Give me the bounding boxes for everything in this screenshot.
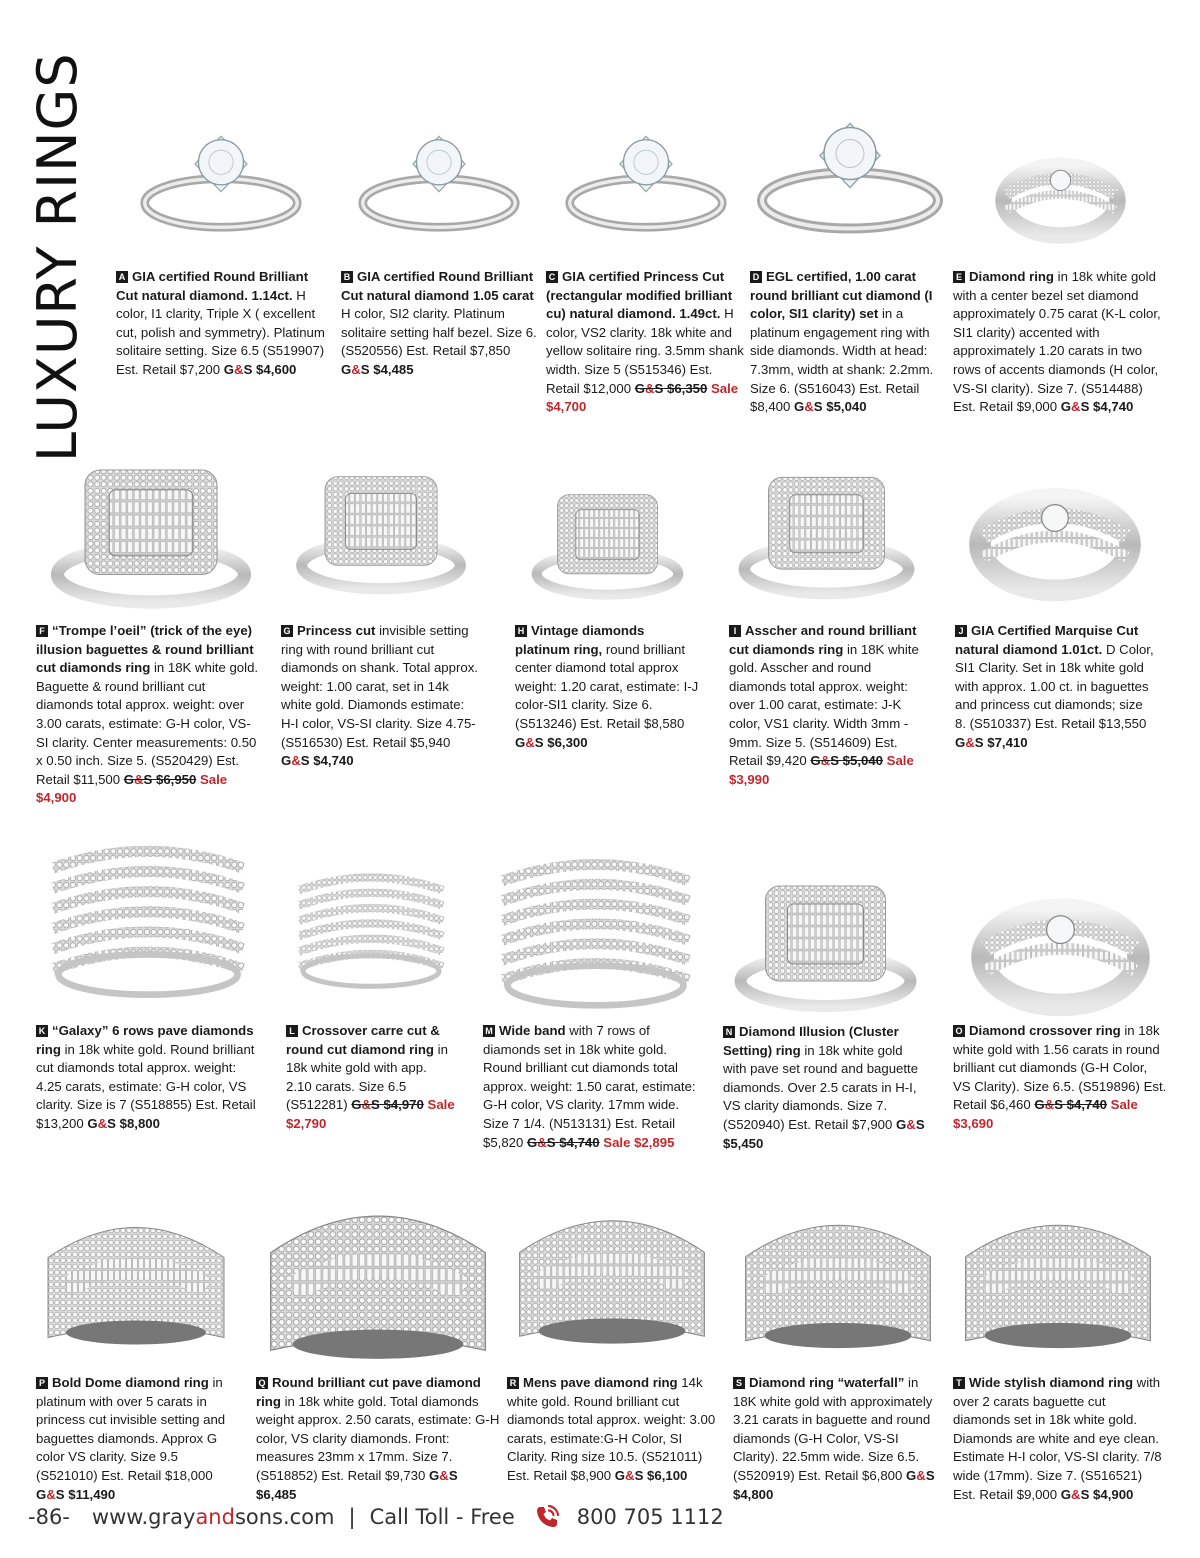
ring-image [281, 458, 481, 598]
ring-image [36, 1180, 236, 1365]
product-letter-badge: N [723, 1026, 735, 1038]
gs-label: G&S [906, 1467, 935, 1483]
ring-image [483, 848, 708, 1013]
product-letter-badge: Q [256, 1377, 268, 1389]
price: G&S $5,450 [723, 1116, 925, 1151]
website-link[interactable]: www.grayandsons.com [91, 1505, 335, 1529]
phone-number[interactable]: 800 705 1112 [576, 1505, 724, 1529]
product-details: in 18k white gold. Total diamonds weight approx. 2.50 carats, estimate: G-H color, VS clarity diamonds. Front: measures 23mm x 17mm. Size 7. (S518852) Est. Retail $9,730 [256, 1393, 500, 1483]
product-title: Bold Dome diamond ring [52, 1375, 209, 1390]
product-details: in a platinum engagement ring with side diamonds. Width at head: 7.3mm, width at shank: 2.2mm. Size 6. (S516043) Est. Retail $8,400 [750, 306, 934, 415]
gs-label: G&S [223, 361, 253, 377]
product-description [507, 1374, 717, 1486]
page-number: -86- [28, 1505, 70, 1529]
ring-image [116, 112, 326, 242]
gs-label: G&S [36, 1486, 65, 1502]
old-price: G&S $6,350 [634, 380, 708, 396]
gs-label: G&S [1060, 1486, 1090, 1502]
product-title: EGL certified, 1.00 carat round brilliant cut diamond (I color, SI1 clarity) set [750, 269, 933, 322]
price: G&S $6,100 [614, 1467, 688, 1483]
product-description [36, 1374, 236, 1504]
product-description [36, 1022, 260, 1134]
product-details: invisible setting ring with round brilliant cut diamonds on shank. Total approx. weight: 1.00 carat, set in 14k white gold. Diamonds estimate: H-I color, VS-SI clarity. Size 4.75- (S516530) Est. Retail $5,940 [281, 623, 478, 750]
sale-price: Sale $2,895 [603, 1134, 675, 1150]
product-letter-badge: T [953, 1377, 965, 1389]
price: G&S $5,040 [794, 399, 867, 415]
price: G&S $4,485 [341, 361, 414, 377]
product-description [341, 268, 537, 380]
gs-label: G&S [515, 734, 544, 750]
price: G&S $4,900 [1060, 1486, 1134, 1502]
product-description [256, 1374, 500, 1504]
gs-label: G&S [87, 1115, 116, 1131]
product-title: GIA certified Round Brilliant Cut natural diamond. 1.14ct. [116, 269, 309, 303]
price: G&S $6,485 [256, 1467, 458, 1502]
ring-image [256, 1176, 500, 1366]
product-description [723, 1023, 928, 1153]
ring-image [953, 150, 1168, 245]
product-title: Mens pave diamond ring [523, 1375, 678, 1390]
gs-label: G&S [794, 399, 823, 415]
product-details: D Color, SI1 Clarity. Set in 18k white gold with approx. 1.00 ct. in baguettes and princess cut diamonds; size 8. (S510337) Est. Retail $13,550 [955, 641, 1154, 731]
ring-image [733, 1180, 943, 1365]
product-letter-badge: E [953, 271, 965, 283]
gs-label: G&S [810, 753, 839, 769]
product-title: GIA certified Round Brilliant Cut natural diamond 1.05 carat [341, 269, 534, 303]
product-details: in 18k white gold with pave set round and baguette diamonds. Over 2.5 carats in H-I, VS clarity diamonds. Size 7. (S520940) Est. Retail $7,900 [723, 1042, 919, 1132]
ring-image [723, 866, 928, 1016]
product-title: Diamond crossover ring [969, 1023, 1121, 1038]
product-letter-badge: B [341, 271, 353, 283]
product-letter-badge: O [953, 1025, 965, 1037]
product-letter-badge: C [546, 271, 558, 283]
product-description [953, 268, 1168, 417]
ring-image [36, 826, 260, 1011]
product-details: in 18K white gold. Baguette & round brilliant cut diamonds total approx. weight: over 3.00 carats, estimate: G-H color, VS- SI clarity. Center measurements: 0.50 x 0.50 inch. Size 5. (S520429) Est. Retail $11,500 [36, 660, 259, 787]
gs-label: G&S [351, 1097, 380, 1113]
product-details: 14k white gold. Round brilliant cut diamonds total approx. weight: 3.00 carats, estimate:G-H Color, SI Clarity. Ring size 10.5. (S521011) Est. Retail $8,900 [507, 1375, 716, 1483]
product-title: Wide stylish diamond ring [969, 1375, 1134, 1390]
product-description [515, 622, 700, 752]
product-details: in 18k white gold. Round brilliant cut diamonds total approx. weight: 4.25 carats, estimate: G-H color, VS clarity. Size is 7 (S518855) Est. Retail $13,200 [36, 1041, 256, 1131]
product-description [733, 1374, 943, 1504]
product-description [953, 1022, 1168, 1134]
footer-separator: | [348, 1505, 356, 1529]
call-toll-free-label: Call Toll - Free [369, 1505, 515, 1529]
gs-label: G&S [1034, 1097, 1063, 1113]
product-details: in platinum with over 5 carats in princess cut invisible setting and baguettes diamonds. Approx G color VS clarity. Size 9.5 (S521010) Est. Retail $18,000 [36, 1375, 226, 1483]
gs-label: G&S [341, 361, 370, 377]
product-letter-badge: K [36, 1025, 48, 1037]
product-letter-badge: L [286, 1025, 298, 1037]
ring-image [750, 78, 950, 263]
product-description [281, 622, 481, 771]
gs-label: G&S [527, 1134, 556, 1150]
ring-image [955, 478, 1155, 603]
sale-price: Sale $4,700 [546, 380, 739, 415]
gs-label: G&S [614, 1467, 644, 1483]
product-title: “Galaxy” 6 rows pave diamonds ring [36, 1023, 254, 1057]
product-details: H color, SI2 clarity. Platinum solitaire setting half bezel. Size 6. (S520556) Est. Retail $7,850 [341, 306, 537, 359]
product-letter-badge: A [116, 271, 128, 283]
product-letter-badge: S [733, 1377, 745, 1389]
product-details: in 18K white gold. Asscher and round diamonds total approx. weight: over 1.00 carat, estimate: J-K color, VS1 clarity. Width 3mm - 9mm. Size 5. (S514609) Est. Retail $9,420 [729, 641, 919, 769]
old-price: G&S $4,970 [351, 1097, 424, 1113]
ring-image [286, 846, 456, 1011]
product-details: with 7 rows of diamonds set in 18k white gold. Round brilliant cut diamonds total approx. weight: 1.50 carat, estimate: G-H color, VS clarity. 17mm wide. Size 7 1/4. (N513131) Est. Retail $5,820 [483, 1023, 696, 1150]
gs-label: G&S [281, 753, 310, 769]
sale-price: Sale $3,990 [729, 753, 914, 787]
product-details: H color, I1 clarity, Triple X ( excellent cut, polish and symmetry). Platinum solitaire setting. Size 6.5 (S519907) Est. Retail $7,200 [116, 287, 325, 377]
price: G&S $6,300 [515, 734, 588, 750]
sale-price: Sale $3,690 [953, 1097, 1138, 1131]
product-letter-badge: D [750, 271, 762, 283]
product-details: with over 2 carats baguette cut diamonds set in 18k white gold. Diamonds are white and eye clean. Estimate H-I color, VS-SI clarity. 7/8 wide (17mm). Size 7. (S516521) Est. Retail $9,000 [953, 1375, 1162, 1502]
ring-image [953, 1180, 1163, 1365]
ring-image [341, 112, 537, 242]
product-title: Princess cut [297, 623, 376, 638]
old-price: G&S $5,040 [810, 753, 883, 769]
product-description [953, 1374, 1163, 1504]
product-letter-badge: M [483, 1025, 495, 1037]
product-description [36, 622, 266, 808]
ring-image [953, 888, 1168, 1018]
price: G&S $4,600 [223, 361, 297, 377]
product-details: round brilliant center diamond total approx weight: 1.20 carat, estimate: I-J color-SI1 clarity. Size 6. (S513246) Est. Retail $8,580 [515, 641, 699, 731]
product-details: in 18k white gold with a center bezel set diamond approximately 0.75 carat (K-L color, SI1 clarity) accented with approximately 1.20 carats in two rows of accents diamonds (H color, VS-SI clarity). Size 7. (S514488) Est. Retail $9,000 [953, 269, 1161, 415]
product-details: in 18k white gold with app. 2.10 carats. Size 6.5 (S512281) [286, 1041, 448, 1113]
product-description [750, 268, 950, 417]
product-title: GIA certified Princess Cut (rectangular modified brilliant cu) natural diamond. 1.49ct. [546, 269, 733, 322]
gs-label: G&S [955, 734, 984, 750]
gs-label: G&S [896, 1116, 925, 1132]
product-title: Round brilliant cut pave diamond ring [256, 1375, 481, 1409]
gs-label: G&S [429, 1467, 458, 1483]
product-letter-badge: P [36, 1377, 48, 1389]
product-title: Vintage diamonds platinum ring, [515, 623, 645, 657]
price: G&S $4,740 [281, 753, 354, 769]
footer [28, 1500, 1178, 1534]
ring-image [729, 458, 924, 603]
ring-image [507, 1168, 717, 1368]
product-letter-badge: H [515, 625, 527, 637]
product-title: Diamond ring [969, 269, 1054, 284]
price: G&S $4,740 [1060, 399, 1134, 415]
product-title: Diamond Illusion (Cluster Setting) ring [723, 1024, 899, 1058]
ring-image [546, 112, 746, 242]
product-title: Diamond ring “waterfall” [749, 1375, 905, 1390]
product-title: Crossover carre cut & round cut diamond ring [286, 1023, 440, 1057]
old-price: G&S $6,950 [123, 771, 197, 787]
product-letter-badge: G [281, 625, 293, 637]
product-details: H color, VS2 clarity. 18k white and yellow solitaire ring. 3.5mm shank width. Size 5 (S515346) Est. Retail $12,000 [546, 306, 744, 396]
product-description [729, 622, 924, 789]
price: G&S $8,800 [87, 1115, 160, 1131]
product-description [286, 1022, 456, 1134]
ring-image [515, 478, 700, 603]
product-details: in 18K white gold with approximately 3.21 carats in baguette and round diamonds (G-H Color, VS-SI Clarity). 22.5mm wide. Size 6.5. (S520919) Est. Retail $6,800 [733, 1375, 933, 1483]
product-title: GIA Certified Marquise Cut natural diamond 1.01ct. [955, 623, 1139, 657]
price: G&S $4,800 [733, 1467, 935, 1502]
product-description [955, 622, 1155, 752]
old-price: G&S $4,740 [1034, 1097, 1107, 1113]
ring-image [36, 448, 266, 613]
sale-price: Sale $2,790 [286, 1097, 455, 1131]
product-details: in 18k white gold with 1.56 carats in round brilliant cut diamonds (G-H Color, VS Clarity). Size 6.5. (S519896) Est. Retail $6,460 [953, 1023, 1167, 1113]
product-letter-badge: I [729, 625, 741, 637]
section-title: LUXURY RINGS [26, 52, 89, 462]
gs-label: G&S [1060, 399, 1090, 415]
sale-price: Sale $4,900 [36, 771, 228, 806]
price: G&S $7,410 [955, 734, 1028, 750]
phone-icon [533, 1503, 561, 1531]
gs-label: G&S [123, 771, 153, 787]
product-letter-badge: F [36, 625, 48, 637]
product-description [116, 268, 326, 380]
product-title: “Trompe l’oeil” (trick of the eye) illusion baguettes & round brilliant cut diamonds ring [36, 623, 254, 676]
product-title: Asscher and round brilliant cut diamonds ring [729, 623, 917, 657]
product-description [546, 268, 746, 417]
old-price: G&S $4,740 [527, 1134, 600, 1150]
gs-label: G&S [634, 380, 664, 396]
product-letter-badge: R [507, 1377, 519, 1389]
product-letter-badge: J [955, 625, 967, 637]
product-title: Wide band [499, 1023, 566, 1038]
price: G&S $11,490 [36, 1486, 116, 1502]
product-description [483, 1022, 708, 1152]
